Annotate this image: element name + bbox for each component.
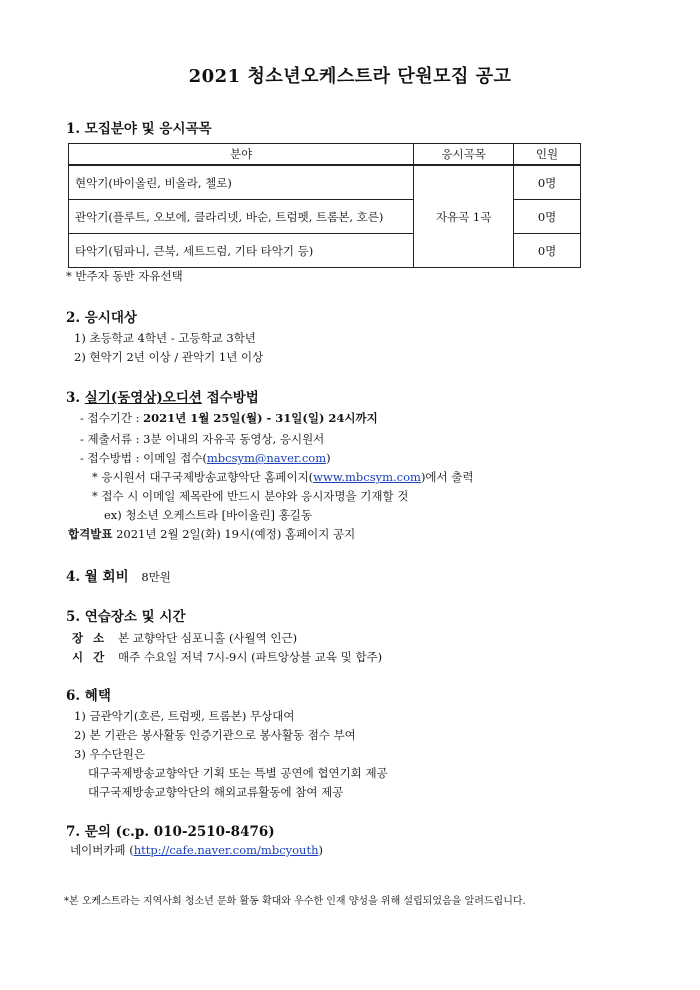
table-header-row xyxy=(69,144,581,166)
list-subitem: 대구국제방송교향악단의 해외교류활동에 참여 제공 xyxy=(88,785,344,799)
apply-method-prefix: - 접수방법 : 이메일 접수( xyxy=(80,451,207,465)
page-title: 2021 청소년오케스트라 단원모집 공고 xyxy=(188,66,512,87)
table-row xyxy=(69,165,581,200)
form-note-suffix: )에서 출력 xyxy=(420,470,474,484)
table-cell-field: 타악기(팀파니, 큰북, 세트드럼, 기타 타악기 등) xyxy=(69,234,414,268)
section-3-heading-prefix: 3. xyxy=(66,390,85,406)
table-header-field: 분야 xyxy=(69,144,414,166)
list-subitem: 대구국제방송교향악단 기획 또는 특별 공연에 협연기회 제공 xyxy=(88,766,388,780)
table-cell-count: 0명 xyxy=(514,165,581,200)
apply-period-label: - 접수기간 : xyxy=(80,411,144,425)
apply-method xyxy=(80,450,331,466)
section-4-heading: 4. 월 회비 xyxy=(66,569,129,585)
list-item: 2) 본 기관은 봉사활동 인증기관으로 봉사활동 점수 부여 xyxy=(74,728,356,742)
table-header-piece: 응시곡목 xyxy=(414,144,514,166)
section-1-note: * 반주자 동반 자유선택 xyxy=(66,269,183,283)
time-label: 시 간 xyxy=(72,650,105,664)
table-cell-count: 0명 xyxy=(514,200,581,234)
apply-method-suffix: ) xyxy=(326,451,331,465)
footer-note: *본 오케스트라는 지역사회 청소년 문화 활동 확대와 우수한 인재 양성을 위해 설립되었음을 알려드립니다. xyxy=(64,896,526,907)
section-1-heading: 1. 모집분야 및 응시곡목 xyxy=(66,121,212,137)
time-value: 매주 수요일 저녁 7시-9시 (파트앙상블 교육 및 합주) xyxy=(118,650,383,664)
form-note xyxy=(92,469,474,485)
website-link[interactable]: www.mbcsym.com xyxy=(313,470,421,484)
section-3-heading-underlined: 실기(동영상)오디션 xyxy=(84,390,202,406)
list-item: 1) 금관악기(호른, 트럼펫, 트롬본) 무상대여 xyxy=(74,709,295,723)
apply-docs: - 제출서류 : 3분 이내의 자유곡 동영상, 응시원서 xyxy=(80,432,325,446)
section-5-heading: 5. 연습장소 및 시간 xyxy=(66,609,186,625)
subject-note: * 접수 시 이메일 제목란에 반드시 분야와 응시자명을 기재할 것 xyxy=(92,489,409,503)
section-3-heading xyxy=(66,386,259,406)
subject-example: ex) 청소년 오케스트라 [바이올린] 홍길동 xyxy=(104,508,313,522)
section-4 xyxy=(66,565,171,585)
section-2-heading: 2. 응시대상 xyxy=(66,310,137,326)
apply-period-value: 2021년 1월 25일(월) - 31일(일) 24시까지 xyxy=(143,411,378,425)
section-3-heading-suffix: 접수방법 xyxy=(201,390,259,406)
practice-time xyxy=(72,649,382,665)
monthly-fee-value: 8만원 xyxy=(141,570,171,584)
form-note-prefix: * 응시원서 대구국제방송교향악단 홈페이지( xyxy=(92,470,314,484)
recruit-table xyxy=(68,143,581,268)
table-cell-piece: 자유곡 1곡 xyxy=(414,165,514,268)
table-cell-count: 0명 xyxy=(514,234,581,268)
section-6-heading: 6. 혜택 xyxy=(66,688,111,704)
result-value: 2021년 2월 2일(화) 19시(예정) 홈페이지 공지 xyxy=(112,527,356,541)
cafe-prefix: 네이버카페 ( xyxy=(70,843,134,857)
result-announcement xyxy=(68,526,355,542)
email-link[interactable]: mbcsym@naver.com xyxy=(206,451,327,465)
place-value: 본 교향악단 심포니홀 (사월역 인근) xyxy=(118,631,298,645)
place-label: 장 소 xyxy=(72,631,105,645)
list-item: 1) 초등학교 4학년 - 고등학교 3학년 xyxy=(74,331,256,345)
practice-place xyxy=(72,630,297,646)
apply-period xyxy=(80,410,378,426)
table-header-count: 인원 xyxy=(514,144,581,166)
table-cell-field: 관악기(플루트, 오보에, 클라리넷, 바순, 트럼펫, 트롬본, 호른) xyxy=(69,200,414,234)
list-item: 2) 현악기 2년 이상 / 관악기 1년 이상 xyxy=(74,350,264,364)
list-item: 3) 우수단원은 xyxy=(74,747,146,761)
result-label: 합격발표 xyxy=(68,527,113,541)
table-cell-field: 현악기(바이올린, 비올라, 첼로) xyxy=(69,165,414,200)
section-7-heading: 7. 문의 (c.p. 010-2510-8476) xyxy=(66,824,275,840)
cafe-link[interactable]: http://cafe.naver.com/mbcyouth xyxy=(133,843,319,857)
cafe-suffix: ) xyxy=(318,843,323,857)
cafe-line xyxy=(70,842,323,858)
